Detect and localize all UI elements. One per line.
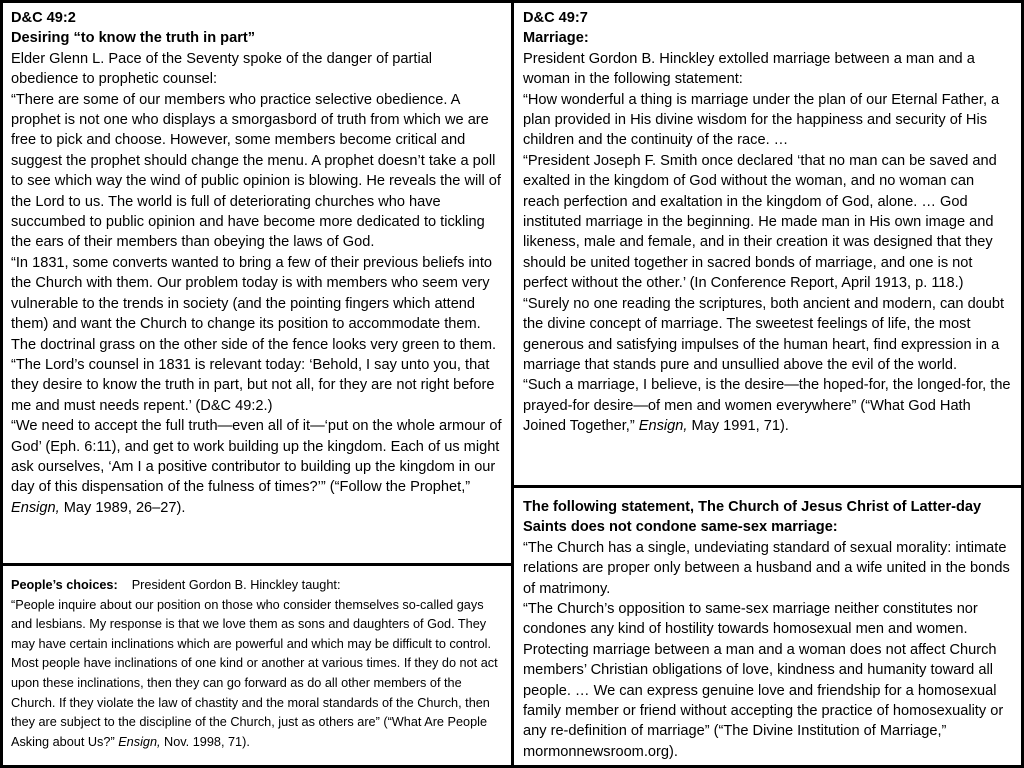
section-heading: The following statement, The Church of Jesus Christ of Latter-day Saints does not condone same-sex marriage: — [523, 499, 982, 536]
source-citation: May 1989, 26–27). — [59, 499, 186, 516]
scripture-reference: D&C 49:7 — [523, 10, 588, 26]
panel-peoples-choices — [0, 563, 514, 768]
source-citation: May 1991, 71). — [687, 418, 789, 435]
quote-paragraph: “President Joseph F. Smith once declared ‘that no man can be saved and exalted in the kingdom of God without the woman, and no woman can reach perfection and exaltation in the kingdom of God, alone. … God instituted marriage in the beginning. He made man in His own image and likeness, male and female, and in their creation it was designed that they should be united together in sacred bonds of marriage, and one is not perfect without the other.’ (In Conference Report, April 1913, p. 118.) — [523, 152, 997, 292]
quote-text: “We need to accept the full truth—even all of it—‘put on the whole armour of God’ (Eph. 6:11), and get to work building up the kingdom. Each of us might ask ourselves, ‘Am I a positive contributor to building up the kingdom in our day of this dispensation of the fulness of times?’” (“Follow the Prophet,” — [11, 418, 502, 496]
quote-paragraph: “In 1831, some converts wanted to bring a few of their previous beliefs into the Church with them. Our problem today is with members who seem very vulnerable to the trends in society (and the pointing fingers which attend them) and want the Church to change its position to accommodate them. The doctrinal grass on the other side of the fence looks very green to them. — [11, 254, 497, 353]
quote-paragraph: “Surely no one reading the scriptures, both ancient and modern, can doubt the divine concept of marriage. The sweetest feelings of life, the most generous and satisfying impulses of the human heart, find expression in a marriage that stands pure and unsullied above the evil of the world. — [523, 295, 1005, 373]
section-heading: People’s choices: — [11, 578, 118, 592]
source-title: Ensign, — [11, 499, 60, 516]
source-citation: Nov. 1998, 71). — [160, 734, 250, 749]
panel-same-sex-marriage — [511, 485, 1024, 768]
quote-paragraph: “The Church’s opposition to same-sex marriage neither constitutes nor condones any kind of hostility towards homosexual men and women. Protecting marriage between a man and a woman does not affect Church members’ Christian obligations of love, kindness and humanity toward all people. … We can express genuine love and friendship for a homosexual family member or friend without accepting the practice of homosexuality or any re-definition of marriage” (“The Divine Institution of Marriage,” mormonnewsroom.org). — [523, 601, 1004, 760]
quote-paragraph: “There are some of our members who practice selective obedience. A prophet is not one who displays a smorgasbord of truth from which we are free to pick and choose. However, some members become critical and suggest the prophet should change the menu. A prophet doesn’t take a poll to see which way the wind of public opinion is blowing. He reveals the will of the Lord to us. The world is full of deteriorating churches who have succumbed to public opinion and have become more dedicated to tickling the ears of their members than obeying the laws of God. — [11, 91, 501, 251]
section-heading: Desiring “to know the truth in part” — [11, 30, 256, 47]
quote-paragraph — [523, 375, 1013, 436]
intro-text: Elder Glenn L. Pace of the Seventy spoke of the danger of partial obedience to prophetic counsel: — [11, 50, 433, 88]
quote-paragraph — [11, 596, 503, 753]
panel-marriage — [511, 0, 1024, 488]
intro-text: President Gordon B. Hinckley taught: — [131, 578, 341, 592]
quote-paragraph: “The Church has a single, undeviating standard of sexual morality: intimate relations are proper only between a husband and a wife united in the bonds of matrimony. — [523, 539, 1010, 597]
intro-text: President Gordon B. Hinckley extolled marriage between a man and a woman in the following statement: — [523, 50, 975, 88]
quote-text: “People inquire about our position on those who consider themselves so-called gays and lesbians. My response is that we love them as sons and daughters of God. They may have certain inclinations which are powerful and which may be difficult to control. Most people have inclinations of one kind or another at various times. If they do not act upon these inclinations, then they can go forward as do all other members of the Church. If they violate the law of chastity and the moral standards of the Church, then they are subject to the discipline of the Church, just as others are” (“What Are People Asking about Us?” — [11, 597, 498, 749]
section-heading: Marriage: — [523, 30, 589, 47]
quote-text: “Such a marriage, I believe, is the desire—the hoped-for, the longed-for, the prayed-for desire—of men and women everywhere” (“What God Hath Joined Together,” — [523, 377, 1011, 435]
quote-paragraph: “How wonderful a thing is marriage under the plan of our Eternal Father, a plan provided in His divine wisdom for the happiness and security of His children and the continuity of the race. … — [523, 91, 1000, 149]
intro-line — [11, 576, 503, 596]
scripture-reference: D&C 49:2 — [11, 10, 76, 26]
source-title: Ensign, — [118, 734, 161, 749]
panel-desiring-truth — [0, 0, 514, 566]
quote-paragraph — [11, 416, 503, 518]
quote-paragraph: “The Lord’s counsel in 1831 is relevant today: ‘Behold, I say unto you, that they desire to know the truth in part, but not all, for they are not right before me and must needs repent.’ (D&C 49:2.) — [11, 356, 495, 414]
source-title: Ensign, — [638, 418, 688, 435]
